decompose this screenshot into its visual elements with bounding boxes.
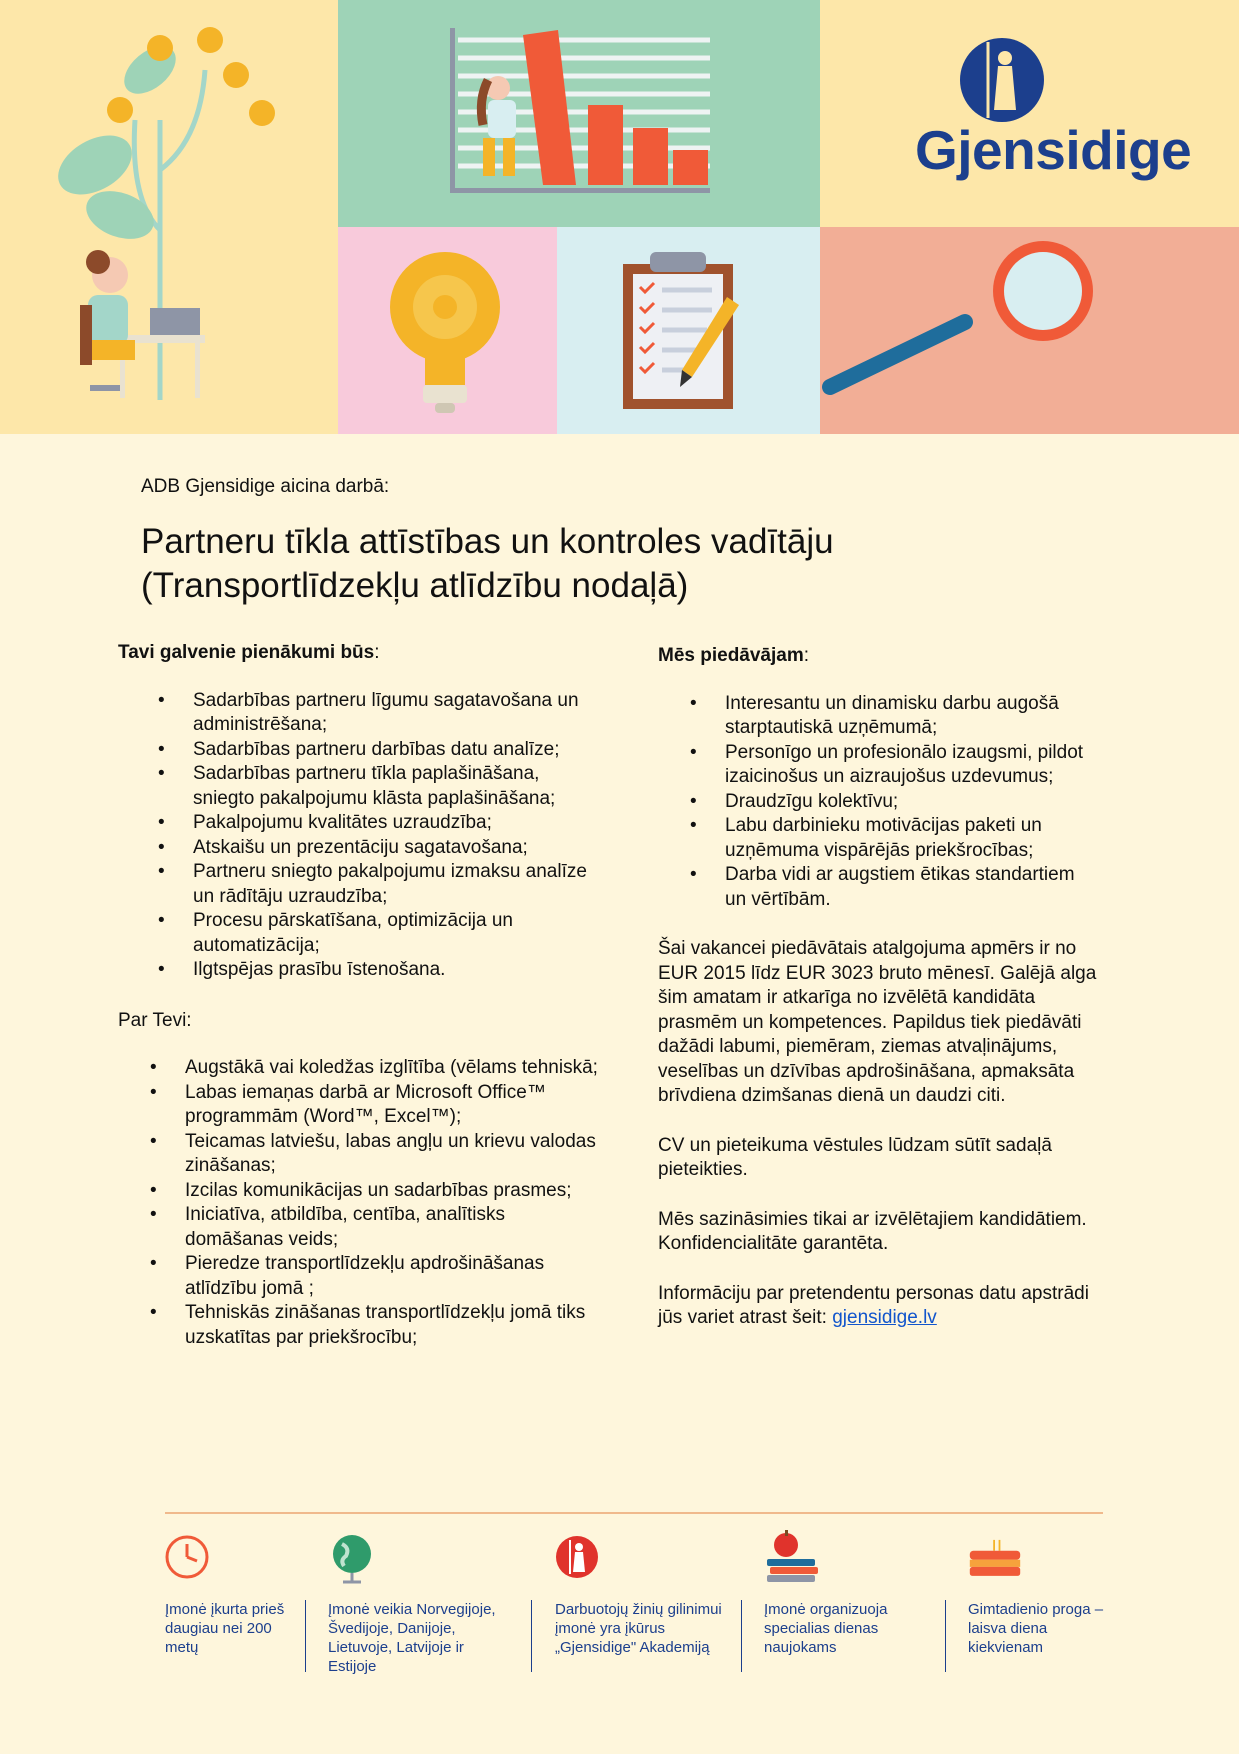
- list-item: • Izcilas komunikācijas un sadarbības prasmes;: [185, 1179, 598, 1204]
- list-item: • Sadarbības partneru darbības datu analīze;: [193, 738, 598, 763]
- footer-separator: [305, 1600, 306, 1672]
- clipboard-checklist-icon: [557, 227, 820, 434]
- clipboard-panel: [557, 227, 820, 434]
- globe-icon: [328, 1530, 382, 1584]
- company-logo-text: Gjensidige: [915, 119, 1192, 181]
- logo-icon: [555, 1530, 609, 1584]
- clock-icon: [165, 1530, 219, 1584]
- about-list: [118, 1056, 598, 1350]
- list-item: • Pieredze transportlīdzekļu apdrošināšanas atlīdzību jomā ;: [185, 1252, 598, 1301]
- list-item: • Sadarbības partneru līgumu sagatavošana un administrēšana;: [193, 689, 598, 738]
- privacy-link[interactable]: gjensidige.lv: [832, 1307, 937, 1328]
- title-line-1: Partneru tīkla attīstības un kontroles vadītāju: [141, 522, 834, 561]
- footer-text: Gimtadienio proga – laisva diena kiekvienam: [968, 1601, 1104, 1656]
- salary-text: Šai vakancei piedāvātais atalgojuma apmērs ir no EUR 2015 līdz EUR 3023 bruto mēnesī. Galējā alga šim amatam ir atkarīga no izvēlētā kandidāta prasmēm un kompetences. Papildus tiek piedāvāti dažādi labumi, piemēram, ziemas atvaļinājums, veselības un dzīvības apdrošināšana, apmaksāta brīvdiena dzimšanas dienā un daudzi citi.: [658, 938, 1097, 1106]
- plant-panel: [0, 0, 338, 434]
- list-item: • Interesantu un dinamisku darbu augošā starptautiskā uzņēmumā;: [725, 692, 1098, 741]
- magnifier-panel: [820, 227, 1239, 434]
- header-banner: [0, 0, 1239, 434]
- logo-panel: [820, 0, 1239, 227]
- cv-text: CV un pieteikuma vēstules lūdzam sūtīt sadaļā pieteikties.: [658, 1134, 1052, 1180]
- magnifier-icon: [820, 227, 1239, 434]
- footer-text: Įmonė įkurta prieš daugiau nei 200 metų: [165, 1601, 285, 1656]
- lightbulb-icon: [338, 227, 557, 434]
- bar-chart-panel: [338, 0, 820, 227]
- footer-separator: [531, 1600, 532, 1672]
- right-column: [658, 644, 1098, 1331]
- list-item: • Partneru sniegto pakalpojumu izmaksu analīze un rādītāju uzraudzība;: [193, 860, 598, 909]
- list-item: • Procesu pārskatīšana, optimizācija un automatizācija;: [193, 909, 598, 958]
- footer-item-newcomers: [764, 1530, 934, 1657]
- footer-item-founded: [165, 1530, 285, 1657]
- list-item: • Tehniskās zināšanas transportlīdzekļu jomā tiks uzskatītas par priekšrocību;: [185, 1301, 598, 1350]
- footer-separator: [741, 1600, 742, 1672]
- duties-heading: Tavi galvenie pienākumi būs:: [118, 642, 380, 663]
- list-item: • Teicamas latviešu, labas angļu un krievu valodas zināšanas;: [185, 1130, 598, 1179]
- list-item: • Augstākā vai koledžas izglītība (vēlams tehniskā;: [185, 1056, 598, 1081]
- apple-books-icon: [764, 1530, 818, 1584]
- contact-text: Mēs sazināsimies tikai ar izvēlētajiem kandidātiem. Konfidencialitāte garantēta.: [658, 1208, 1087, 1254]
- logo-icon: [820, 0, 1239, 227]
- apply-link[interactable]: pieteikties.: [658, 1159, 748, 1180]
- list-item: • Sadarbības partneru tīkla paplašināšana, sniegto pakalpojumu klāsta paplašināšana;: [193, 762, 598, 811]
- bar-chart-icon: [338, 0, 820, 227]
- footer-text: Įmonė veikia Norvegijoje, Švedijoje, Danijoje, Lietuvoje, Latvijoje ir Estijoje: [328, 1601, 496, 1675]
- duties-list: [118, 689, 598, 983]
- intro-text: ADB Gjensidige aicina darbā:: [141, 476, 390, 497]
- footer-divider: [165, 1512, 1103, 1514]
- footer-text: Darbuotojų žinių gilinimui įmonė yra įkūrus „Gjensidige" Akademiją: [555, 1601, 722, 1656]
- list-item: • Iniciatīva, atbildība, centība, analītisks domāšanas veids;: [185, 1203, 598, 1252]
- left-column: [118, 641, 598, 1350]
- footer-item-birthday: [968, 1530, 1108, 1657]
- page-title: [141, 520, 1041, 608]
- offer-list: [658, 692, 1098, 913]
- plant-icon: [0, 0, 338, 434]
- privacy-text: Informāciju par pretendentu personas datu apstrādi jūs variet atrast šeit: gjensidige.lv: [658, 1282, 1089, 1328]
- title-line-2: (Transportlīdzekļu atlīdzību nodaļā): [141, 566, 689, 605]
- cake-icon: [968, 1530, 1022, 1584]
- lightbulb-panel: [338, 227, 557, 434]
- list-item: • Ilgtspējas prasību īstenošana.: [193, 958, 598, 983]
- list-item: • Personīgo un profesionālo izaugsmi, pildot izaicinošus un aizraujošus uzdevumus;: [725, 741, 1098, 790]
- footer-item-countries: [328, 1530, 508, 1676]
- offer-heading: Mēs piedāvājam:: [658, 645, 810, 666]
- footer-separator: [945, 1600, 946, 1672]
- list-item: • Pakalpojumu kvalitātes uzraudzība;: [193, 811, 598, 836]
- list-item: • Labas iemaņas darbā ar Microsoft Office™ programmām (Word™, Excel™);: [185, 1081, 598, 1130]
- list-item: • Atskaišu un prezentāciju sagatavošana;: [193, 836, 598, 861]
- footer-item-academy: [555, 1530, 725, 1657]
- list-item: • Darba vidi ar augstiem ētikas standartiem un vērtībām.: [725, 863, 1098, 912]
- about-heading: Par Tevi:: [118, 1009, 192, 1031]
- footer-text: Įmonė organizuoja specialias dienas naujokams: [764, 1601, 888, 1656]
- list-item: • Labu darbinieku motivācijas paketi un uzņēmuma vispārējās priekšrocības;: [725, 814, 1098, 863]
- list-item: • Draudzīgu kolektīvu;: [725, 790, 1098, 815]
